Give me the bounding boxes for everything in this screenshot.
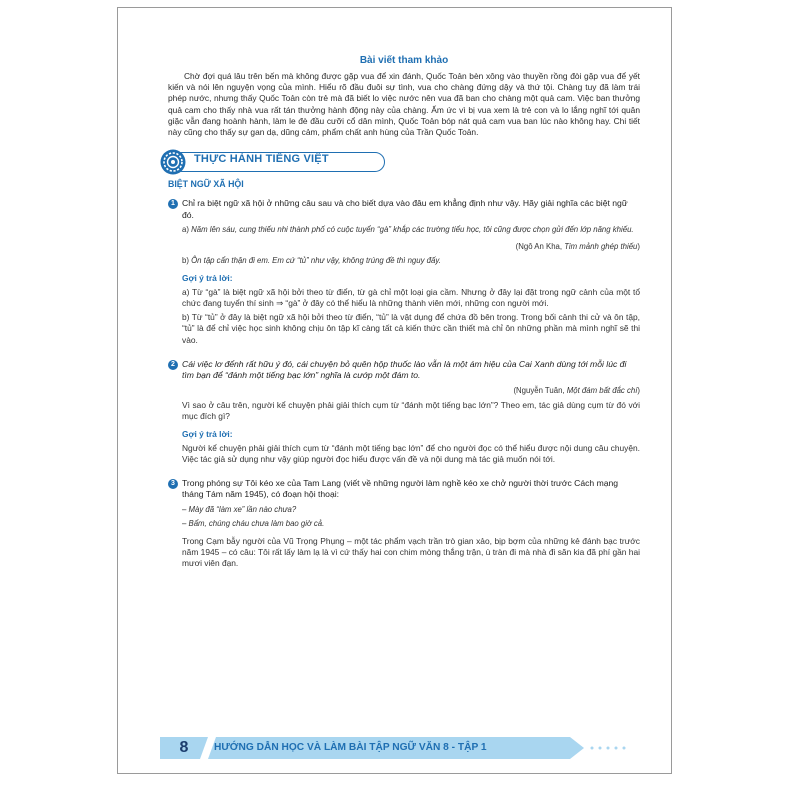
answer-b: b) Từ “tủ” ở đây là biệt ngữ xã hội bởi theo từ điển, “tủ” là vật dụng để chứa đồ bên trong. Trong bối cảnh thi cử và ôn tập, “tủ” là để chỉ việc học sinh không chịu ôn tập kĩ càng tất cả kiến thức cần thiết mà chỉ ôn những phần mà mình nghĩ sẽ thi vào. <box>182 312 640 345</box>
example-a <box>168 225 640 236</box>
section-title: BIỆT NGỮ XÃ HỘI <box>168 179 244 190</box>
source-author: (Ngô An Kha, <box>515 241 565 251</box>
dialogue-line-2: – Bẩm, chúng cháu chưa làm bao giờ cả. <box>182 519 325 529</box>
page-content <box>168 55 640 573</box>
gear-badge-icon <box>160 149 186 175</box>
source-close: ) <box>637 241 640 251</box>
reference-title: Bài viết tham khảo <box>359 55 449 66</box>
dialogue-line-1: – Mày đã “làm xe” lần nào chưa? <box>182 504 297 514</box>
example-label: a) <box>182 225 189 235</box>
answer-a: a) Từ “gà” là biệt ngữ xã hội bởi theo từ điển, từ gà chỉ một loại gia cầm. Nhưng ở đây lại đặt trong ngữ cảnh của một tổ chức đang tuyển thí sinh ⇒ “gà” ở đây có thể hiểu là những thành viên mới, những con người mới. <box>182 286 640 309</box>
source-author: (Nguyễn Tuân, <box>513 385 567 395</box>
reference-paragraph: Chờ đợi quá lâu trên bến mà không được gặp vua để xin đánh, Quốc Toản bèn xông vào thuyền rồng đòi gặp vua để yết kiến và nói lên nguyện vọng của mình. Hiểu rõ đầu đuôi sự tình, vua cho chàng đứng dậy và thứ tội. Chàng tuy đã làm trái phép nước, nhưng thấy Quốc Toản còn trẻ mà đã biết lo việc nước nên vua đã ban cho chàng một quả cam. Việc ban thưởng quả cam cho thấy nhà vua rất tán thưởng hành động này của chàng. Ấm ức vì bị vua xem là trẻ con và lo lắng nghĩ tới quân giặc vẫn đang hoành hành, làm le đè đầu cưỡi cổ dân mình, Quốc Toản bóp nát quả cam vua ban lúc nào không hay. Chi tiết này cũng cho thấy sự gan dạ, dũng cảm, phẩm chất anh hùng của Trần Quốc Toản. <box>168 71 640 138</box>
question-text: Chỉ ra biệt ngữ xã hội ở những câu sau và cho biết dựa vào đâu em khẳng định như vậy. Hãy giải nghĩa các biệt ngữ đó. <box>182 198 628 220</box>
question-3-paragraph: Trong Cạm bẫy người của Vũ Trọng Phụng – một tác phẩm vạch trần trò gian xảo, bịp bợm của những kẻ đánh bạc trước năm 1945 – có câu: Tôi rất lấy làm lạ là vì cứ thấy hai con chim mòng thắng trận, ù tràn đi mà nhà đi săn kia đã phí gần hai mươi viên đạn. <box>182 536 640 569</box>
example-label: b) <box>182 256 189 266</box>
example-b <box>168 256 640 267</box>
question-2 <box>168 359 640 382</box>
source-close: ) <box>637 385 640 395</box>
question-2-prompt: Vì sao ở câu trên, người kể chuyện phải giải thích cụm từ “đánh một tiếng bạc lớn”? Theo em, tác giả dùng cụm từ đó với mục đích gì? <box>182 400 640 422</box>
source-work: Tim mảnh ghép thiếu <box>564 241 638 251</box>
question-3 <box>168 478 640 501</box>
question-number-badge: 1 <box>168 199 178 209</box>
source-work: Một đám bất đắc chí <box>566 385 638 395</box>
example-a-source <box>168 242 640 253</box>
example-text: Ôn tập cẩn thận đi em. Em cứ “tủ” như vậy, không trúng đề thì nguy đấy. <box>191 256 441 266</box>
question-quote: Cái việc lơ đểnh rất hữu ý đó, cái chuyện bỏ quên hộp thuốc lào vẫn là một ám hiệu của Cai Xanh dùng tới mỗi lúc đi tìm bạn để “đánh một tiếng bạc lớn” nghĩa là cướp một đám to. <box>182 358 627 381</box>
question-1 <box>168 198 640 221</box>
page-footer <box>160 737 630 759</box>
question-text: Trong phóng sự Tôi kéo xe của Tam Lang (viết về những người làm nghề kéo xe chở người thời trước Cách mạng tháng Tám năm 1945), có đoạn hội thoại: <box>182 478 619 500</box>
page-number: 8 <box>179 739 189 756</box>
hint-heading: Gợi ý trả lời: <box>182 272 233 283</box>
question-number-badge: 2 <box>168 360 178 370</box>
book-page <box>117 7 672 774</box>
answer-2: Người kể chuyện phải giải thích cụm từ “đánh một tiếng bạc lớn” để cho người đọc có thể hiểu được nội dung câu chuyện. Việc tác giả sử dụng như vậy giúp người đọc hiểu được vấn đề và nội dung mà tác giả muốn nói tới. <box>182 442 640 464</box>
banner-title: THỰC HÀNH TIẾNG VIỆT <box>194 153 329 166</box>
example-text: Năm lên sáu, cung thiếu nhi thành phố có cuộc tuyển “gà” khắp các trường tiểu học, tôi cũng được chọn gửi đến lớp năng khiếu. <box>191 225 634 235</box>
quote-source <box>168 386 640 397</box>
hint-heading: Gợi ý trả lời: <box>182 428 233 439</box>
question-number-badge: 3 <box>168 479 178 489</box>
book-title: HƯỚNG DẪN HỌC VÀ LÀM BÀI TẬP NGỮ VĂN 8 - TẬP 1 <box>214 742 487 753</box>
section-banner <box>160 149 385 175</box>
